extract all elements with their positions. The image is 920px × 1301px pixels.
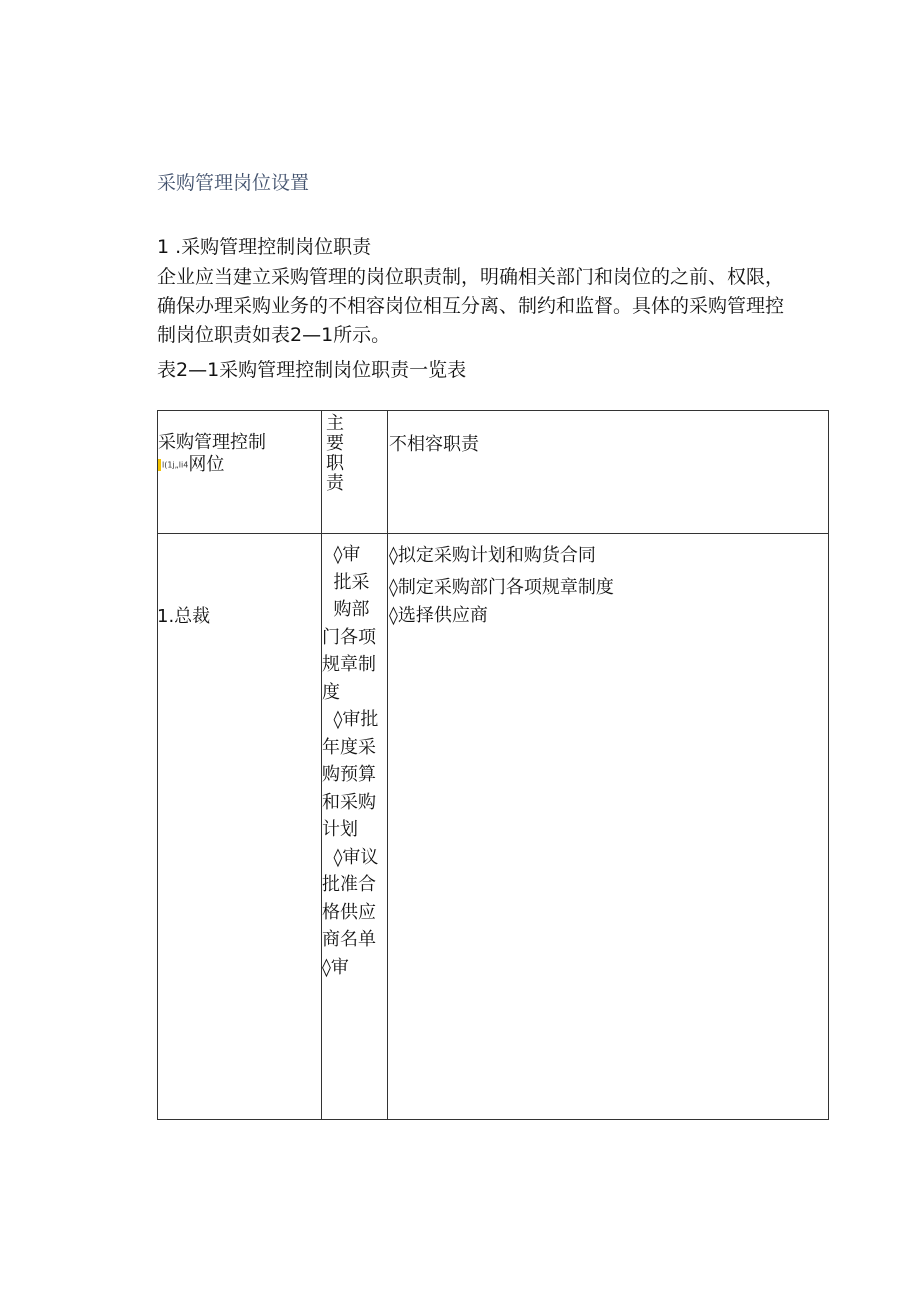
table-caption: 表2—1采购管理控制岗位职责一览表 (157, 359, 467, 381)
table-row-divider (157, 533, 829, 534)
row-incompatible-duty-2: ◊制定采购部门各项规章制度 (389, 577, 614, 598)
header-main-duties: 主要职责 (326, 413, 344, 494)
section-heading: 1 .采购管理控制岗位职责 (157, 236, 372, 258)
paragraph-line-3: 制岗位职责如表2—1所示。 (157, 324, 391, 346)
row-main-duties: ◊审 批采 购部 门各项 规章制 度 ◊审批 年度采 购预算 和采购 计划 ◊审议 批准合 格供应 商名单 ◊审 (322, 544, 379, 978)
row-position: 1.总裁 (157, 606, 211, 627)
header-position-line1: 采购管理控制 (158, 432, 266, 453)
document-title: 采购管理岗位设置 (157, 172, 310, 194)
table-border-right (828, 410, 829, 1120)
header-garbled-text: l(1j„li4 (162, 460, 189, 470)
paragraph-line-1: 企业应当建立采购管理的岗位职责制，明确相关部门和岗位的之前、权限， (157, 266, 785, 288)
table-border-bottom (157, 1119, 829, 1120)
paragraph-line-2: 确保办理采购业务的不相容岗位相互分离、制约和监督。具体的采购管理控 (157, 295, 785, 317)
highlight-mark (158, 459, 161, 471)
header-position-label: 网位 (188, 454, 225, 475)
row-incompatible-duty-3: ◊选择供应商 (389, 605, 488, 626)
header-position-line2 (158, 450, 224, 476)
row-incompatible-duty-1: ◊拟定采购计划和购货合同 (389, 545, 596, 566)
header-incompatible-duties: 不相容职责 (389, 434, 479, 455)
table-border-left (157, 410, 158, 1120)
table-border-top (157, 410, 829, 411)
